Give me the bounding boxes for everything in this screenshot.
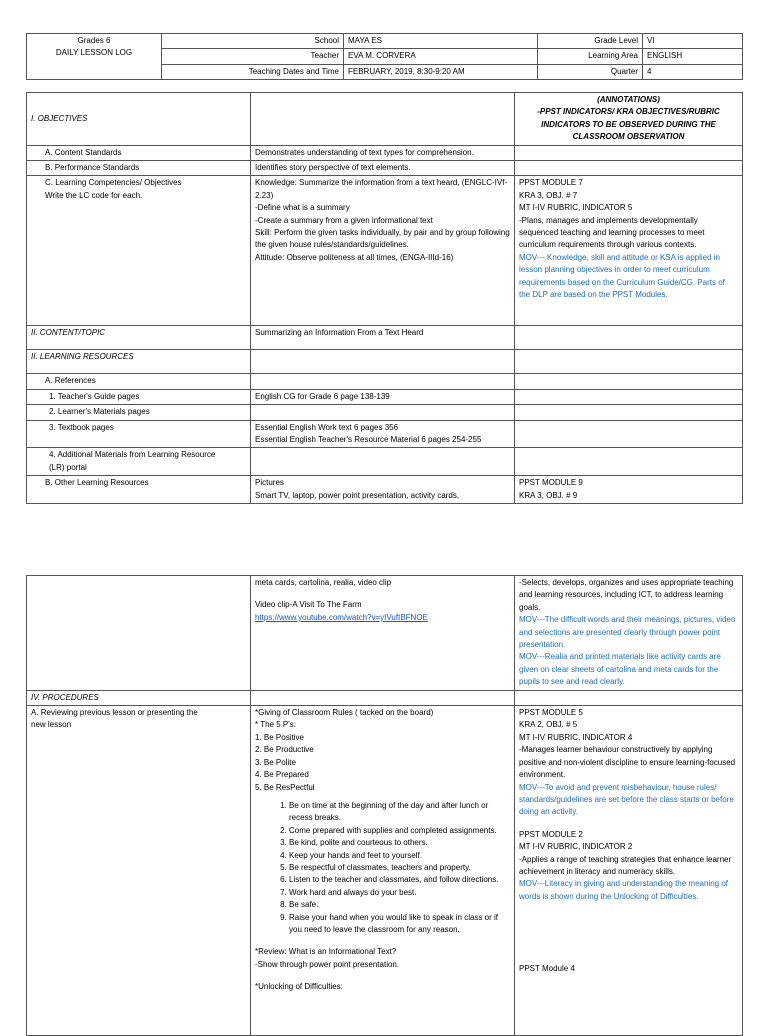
textbook-annotation bbox=[515, 420, 743, 448]
resources-mov-1: MOV---The difficult words and their meanings, pictures, video and selections are presented clearly through power point presentation. bbox=[519, 615, 736, 650]
content-standards-annotation bbox=[515, 145, 743, 160]
resources-annotation-cell bbox=[515, 576, 743, 691]
unlocking-text: *Unlocking of Difficulties: bbox=[255, 982, 343, 992]
review-content bbox=[251, 706, 515, 1036]
references-value bbox=[251, 374, 515, 389]
header-table bbox=[26, 33, 743, 80]
textbook-value: Essential English Work text 6 pages 356 Essential English Teacher's Resource Material 6 pages 254-255 bbox=[251, 420, 515, 448]
review-annotation-2: PPST MODULE 2 MT I-IV RUBRIC, INDICATOR 2 -Applies a range of teaching strategies that enhance learner achievement in literacy and numeracy skills. bbox=[519, 829, 732, 876]
additional-materials-annotation bbox=[515, 448, 743, 476]
school-value: MAYA ES bbox=[344, 34, 538, 49]
rule-item: 2. Come prepared with supplies and completed assignments. bbox=[289, 825, 510, 837]
rule-item: 6. Listen to the teacher and classmates, and follow directions. bbox=[289, 874, 510, 886]
resources-cont-cell bbox=[251, 576, 515, 691]
grade-log-cell bbox=[27, 34, 162, 80]
quarter-label: Quarter bbox=[538, 64, 643, 79]
rule-item: 5. Be respectful of classmates, teachers and property. bbox=[289, 862, 510, 874]
learning-area-label: Learning Area bbox=[538, 49, 643, 64]
performance-standards-annotation bbox=[515, 161, 743, 176]
rules-list bbox=[255, 800, 510, 936]
rule-item: 3. Be kind, polite and courteous to others. bbox=[289, 837, 510, 849]
procedures-empty bbox=[251, 690, 515, 705]
resources-cont-value: meta cards, cartolina, realia, video clip bbox=[255, 578, 392, 587]
resources-cont-label bbox=[27, 576, 251, 691]
tg-value: English CG for Grade 6 page 138-139 bbox=[251, 389, 515, 404]
other-resources-label: B. Other Learning Resources bbox=[27, 476, 251, 504]
performance-standards-label: B. Performance Standards bbox=[27, 161, 251, 176]
competencies-label: C. Learning Competencies/ Objectives Write the LC code for each. bbox=[27, 176, 251, 326]
procedures-heading: IV. PROCEDURES bbox=[27, 690, 251, 705]
video-link[interactable]: https://www.youtube.com/watch?v=yIVuftBFNOE bbox=[255, 612, 428, 622]
additional-materials-value bbox=[251, 448, 515, 476]
rules-intro: *Giving of Classroom Rules ( tacked on the board) * The 5 P's: 1. Be Positive 2. Be Productive 3. Be Polite 4. Be Prepared 5. Be ResPectful bbox=[255, 708, 434, 792]
textbook-label: 3. Textbook pages bbox=[27, 420, 251, 448]
content-standards-label: A. Content Standards bbox=[27, 145, 251, 160]
performance-standards-value: Identifies story perspective of text elements. bbox=[251, 161, 515, 176]
teacher-label: Teacher bbox=[162, 49, 344, 64]
content-topic-value: Summarizing an Information From a Text Heard bbox=[251, 326, 515, 350]
references-label: A. References bbox=[27, 374, 251, 389]
review-mov-2: MOV---Literacy in giving and understanding the meaning of words is shown during the Unlocking of Difficulties. bbox=[519, 879, 729, 901]
teacher-value: EVA M. CORVERA bbox=[344, 49, 538, 64]
objectives-heading: I. OBJECTIVES bbox=[27, 93, 251, 146]
objectives-empty bbox=[251, 93, 515, 146]
resources-mov-2: MOV---Realia and printed materials like activity cards are given on clear sheets of cartolina and meta cards for the pupils to see and read clearly. bbox=[519, 652, 721, 687]
competencies-mov: MOV--- Knowledge, skill and attitude or KSA is applied in lesson planning objectives in order to meet curriculum requirements based on the Curriculum Guide/CG. Parts of the DLP are based on the PPST Modules. bbox=[519, 252, 725, 300]
school-label: School bbox=[162, 34, 344, 49]
rule-item: 7. Work hard and always do your best. bbox=[289, 887, 510, 899]
annotations-header bbox=[515, 93, 743, 146]
review-annotation-1: PPST MODULE 5 KRA 2, OBJ. # 5 MT I-IV RUBRIC, INDICATOR 4 -Manages learner behaviour constructively by applying positive and non-violent discipline to ensure learning-focused environment. bbox=[519, 708, 736, 780]
rule-item: 4. Keep your hands and feet to yourself. bbox=[289, 850, 510, 862]
lm-label: 2. Learner's Materials pages bbox=[27, 405, 251, 420]
additional-materials-label: 4. Additional Materials from Learning Resource (LR) portal bbox=[27, 448, 251, 476]
review-annotation-cell bbox=[515, 706, 743, 1036]
dates-value: FEBRUARY, 2019, 8:30-9:20 AM bbox=[344, 64, 538, 79]
other-resources-value: Pictures Smart TV, laptop, power point presentation, activity cards, bbox=[251, 476, 515, 504]
page2-table bbox=[26, 575, 743, 1036]
resources-annotation: -Selects, develops, organizes and uses appropriate teaching and learning resources, including ICT, to address learning goals. bbox=[519, 578, 734, 612]
tg-label: 1. Teacher's Guide pages bbox=[27, 389, 251, 404]
content-topic-heading: II. CONTENT/TOPIC bbox=[27, 326, 251, 350]
annotations-subtitle: -PPST INDICATORS/ KRA OBJECTIVES/RUBRIC INDICATORS TO BE OBSERVED DURING THE CLASSROOM OBSERVATION bbox=[537, 107, 720, 142]
references-annotation bbox=[515, 374, 743, 389]
tg-annotation bbox=[515, 389, 743, 404]
quarter-value: 4 bbox=[643, 64, 743, 79]
log-title: DAILY LESSON LOG bbox=[55, 48, 133, 58]
review-mov-1: MOV---To avoid and prevent misbehaviour, house rules/ standards/guidelines are set before the class starts or before doing an activity. bbox=[519, 782, 734, 817]
content-standards-value: Demonstrates understanding of text types for comprehension. bbox=[251, 145, 515, 160]
competencies-value: Knowledge: Summarize the information from a text heard, (ENGLC-IVf-2.23) -Define what is a summary -Create a summary from a given informational text Skill: Perform the given tasks individually, by pair and by group following the given house rules/standards/guidelines. Attitude: Observe politeness at all times, (ENGA-IIId-16) bbox=[251, 176, 515, 326]
grade-heading: Grades 6 bbox=[77, 36, 111, 45]
learning-resources-annotation bbox=[515, 350, 743, 374]
content-topic-annotation bbox=[515, 326, 743, 350]
rule-item: 8. Be safe. bbox=[289, 899, 510, 911]
competencies-annotation: PPST MODULE 7 KRA 3, OBJ. # 7 MT I-IV RUBRIC, INDICATOR 5 -Plans, manages and implements developmentally sequenced teaching and learning processes to meet curriculum requirements through various contexts. bbox=[519, 178, 705, 250]
video-label: Video clip-A Visit To The Farm bbox=[255, 600, 362, 610]
grade-level-value: VI bbox=[643, 34, 743, 49]
annotations-title: (ANNOTATIONS) bbox=[597, 95, 660, 104]
lm-value bbox=[251, 405, 515, 420]
review-text: *Review: What is an Informational Text? -Show through power point presentation. bbox=[255, 947, 400, 969]
rule-item: 9. Raise your hand when you would like to speak in class or if you need to leave the classroom for any reason. bbox=[289, 912, 510, 937]
competencies-annotation-cell bbox=[515, 176, 743, 326]
learning-area-value: ENGLISH bbox=[643, 49, 743, 64]
review-label: A. Reviewing previous lesson or presenting the new lesson bbox=[27, 706, 251, 1036]
grade-level-label: Grade Level bbox=[538, 34, 643, 49]
dates-label: Teaching Dates and Time bbox=[162, 64, 344, 79]
other-resources-annotation: PPST MODULE 9 KRA 3, OBJ. # 9 bbox=[515, 476, 743, 504]
procedures-annotation bbox=[515, 690, 743, 705]
next-module: PPST Module 4 bbox=[519, 964, 575, 974]
lm-annotation bbox=[515, 405, 743, 420]
main-table bbox=[26, 92, 743, 504]
rule-item: 1. Be on time at the beginning of the day and after lunch or recess breaks. bbox=[289, 800, 510, 825]
learning-resources-heading: II. LEARNING RESOURCES bbox=[27, 350, 251, 374]
learning-resources-empty bbox=[251, 350, 515, 374]
